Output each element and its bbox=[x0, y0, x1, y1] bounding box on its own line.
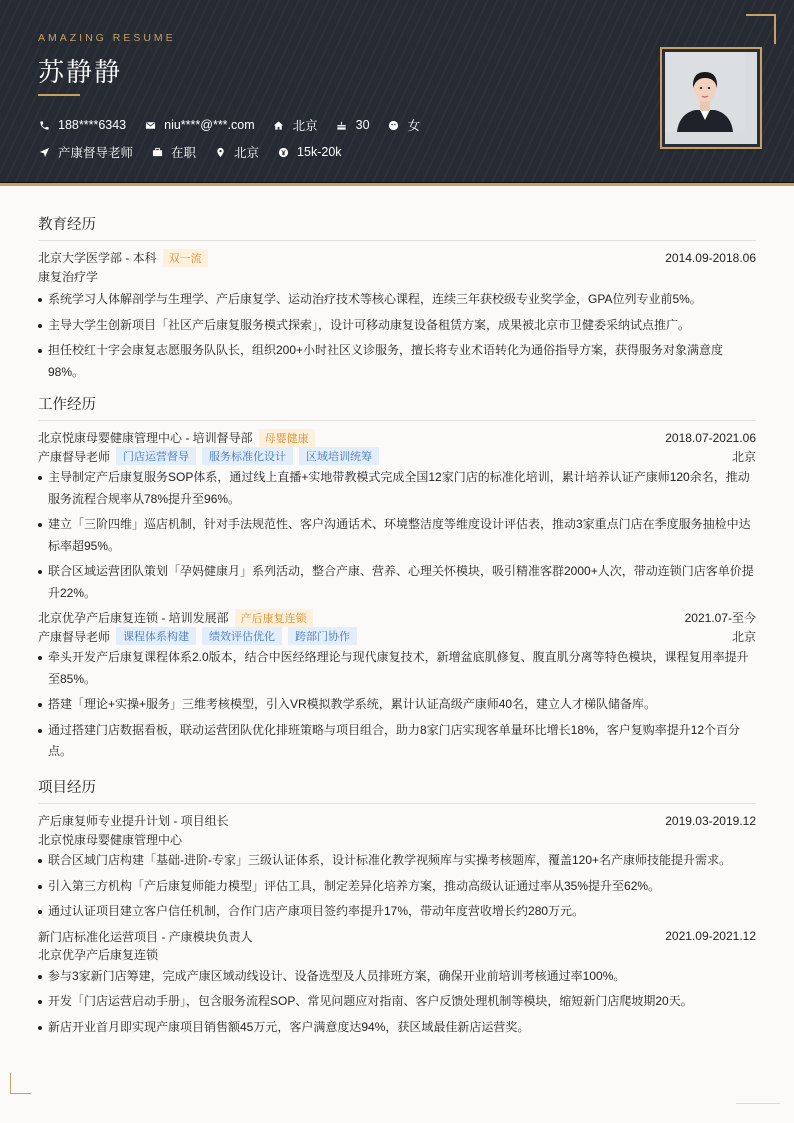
contact-row bbox=[38, 116, 438, 134]
project-name: 产后康复师专业提升计划 - 项目组长 bbox=[38, 814, 229, 828]
header-label: AMAZING RESUME bbox=[38, 32, 176, 44]
work-entry-header bbox=[38, 428, 756, 447]
work-date: 2018.07-2021.06 bbox=[665, 430, 756, 445]
list-item: 参与3家新门店筹建，完成产康区域动线设计、设备选型及人员排班方案，确保开业前培训考核通过率100%。 bbox=[38, 966, 756, 988]
role: 产康督导老师 bbox=[38, 449, 111, 464]
project-org: 北京优孕产后康复连锁 bbox=[38, 948, 159, 962]
list-item: 主导制定产后康复服务SOP体系，通过线上直播+实地带教模式完成全国12家门店的标准化培训，累计培养认证产康师120余名，推动服务流程合规率从78%提升至96%。 bbox=[38, 467, 756, 510]
company-name: 北京优孕产后康复连锁 - 培训发展部 bbox=[38, 611, 229, 625]
project-date: 2021.09-2021.12 bbox=[665, 929, 756, 943]
candidate-name: 苏静静 bbox=[38, 58, 123, 88]
phone-icon bbox=[38, 119, 50, 131]
corner-decoration bbox=[746, 14, 776, 44]
list-item: 联合区域运营团队策划「孕妈健康月」系列活动，整合产康、营养、心理关怀模块，吸引精准客群2000+人次，带动连锁门店客单价提升22%。 bbox=[38, 561, 756, 604]
project-org-row bbox=[38, 946, 756, 964]
work-title: 工作经历 bbox=[38, 393, 756, 421]
list-item: 联合区域门店构建「基础-进阶-专家」三级认证体系，设计标准化教学视频库与实操考核题库，覆盖120+名产康师技能提升需求。 bbox=[38, 850, 756, 872]
list-item: 开发「门店运营启动手册」，包含服务流程SOP、常见问题应对指南、客户反馈处理机制等模块，缩短新门店爬坡期20天。 bbox=[38, 991, 756, 1013]
work-section bbox=[38, 393, 756, 767]
corner-decoration bbox=[10, 1073, 31, 1094]
list-item: 通过搭建门店数据看板，联动运营团队优化排班策略与项目组合，助力8家门店实现客单量环比增长18%，客户复购率提升12个百分点。 bbox=[38, 720, 756, 763]
projects-title: 项目经历 bbox=[38, 776, 756, 804]
list-item: 牵头开发产后康复课程体系2.0版本，结合中医经络理论与现代康复技术，新增盆底肌修复、腹直肌分离等特色模块，课程复用率提升至85%。 bbox=[38, 647, 756, 690]
list-item: 系统学习人体解剖学与生理学、产后康复学、运动治疗技术等核心课程，连续三年获校级专业奖学金，GPA位列专业前5%。 bbox=[38, 289, 756, 311]
education-title: 教育经历 bbox=[38, 213, 756, 241]
school-tag: 双一流 bbox=[163, 249, 208, 267]
position-text: 产康督导老师 bbox=[58, 146, 134, 160]
home-item bbox=[273, 116, 318, 134]
salary-text: 15k-20k bbox=[297, 145, 342, 159]
avatar bbox=[665, 52, 757, 144]
home-text: 北京 bbox=[292, 119, 318, 133]
project-name: 新门店标准化运营项目 - 产康模块负责人 bbox=[38, 929, 253, 944]
email-item[interactable] bbox=[144, 118, 255, 132]
resume-header bbox=[0, 0, 794, 186]
skill-tag: 课程体系构建 bbox=[116, 627, 196, 645]
major: 康复治疗学 bbox=[38, 269, 99, 284]
phone-text: 188****6343 bbox=[58, 118, 127, 132]
status-item bbox=[151, 143, 196, 161]
work-city: 北京 bbox=[731, 629, 756, 644]
cake-icon bbox=[336, 119, 348, 131]
profile-photo bbox=[660, 47, 762, 149]
skill-tag: 服务标准化设计 bbox=[202, 447, 293, 465]
phone-item[interactable] bbox=[38, 118, 126, 132]
list-item: 建立「三阶四维」巡店机制，针对手法规范性、客户沟通话术、环境整洁度等维度设计评估表，推动3家重点门店在季度服务抽检中达标率超95%。 bbox=[38, 514, 756, 557]
list-item: 搭建「理论+实操+服务」三维考核模型，引入VR模拟教学系统，累计认证高级产康师40名，建立人才梯队储备库。 bbox=[38, 694, 756, 716]
project-entry-header bbox=[38, 927, 756, 946]
salary-icon bbox=[277, 146, 289, 158]
skill-tag: 绩效评估优化 bbox=[202, 627, 282, 645]
project-org-row bbox=[38, 830, 756, 848]
list-item: 主导大学生创新项目「社区产后康复服务模式探索」，设计可移动康复设备租赁方案，成果被北京市卫健委采纳试点推广。 bbox=[38, 315, 756, 337]
work-city: 北京 bbox=[731, 449, 756, 464]
company-tag: 产后康复连锁 bbox=[235, 609, 313, 627]
home-icon bbox=[273, 119, 285, 131]
project-entry-header bbox=[38, 811, 756, 830]
gender-text: 女 bbox=[407, 119, 421, 133]
list-item: 引入第三方机构「产后康复师能力模型」评估工具，制定差异化培养方案，推动高级认证通过率从35%提升至62%。 bbox=[38, 876, 756, 898]
project-date: 2019.03-2019.12 bbox=[665, 813, 756, 828]
position-item bbox=[38, 143, 133, 161]
company-tag: 母婴健康 bbox=[259, 429, 315, 447]
name-underline bbox=[38, 94, 80, 96]
status-text: 在职 bbox=[171, 146, 197, 160]
education-major-row bbox=[38, 267, 756, 285]
work-role-row bbox=[38, 627, 756, 645]
list-item: 新店开业首月即实现产康项目销售额45万元，客户满意度达94%，获区域最佳新店运营奖。 bbox=[38, 1017, 756, 1039]
list-item: 担任校红十字会康复志愿服务队队长，组织200+小时社区义诊服务，擅长将专业术语转化为通俗指导方案，获得服务对象满意度98%。 bbox=[38, 340, 756, 383]
work-role-row bbox=[38, 447, 756, 465]
list-item: 通过认证项目建立客户信任机制，合作门店产康项目签约率提升17%，带动年度营收增长约280万元。 bbox=[38, 901, 756, 923]
work-entry-header bbox=[38, 608, 756, 627]
age-text: 30 bbox=[355, 118, 370, 132]
project-org: 北京悦康母婴健康管理中心 bbox=[38, 832, 183, 847]
gender-icon bbox=[388, 119, 400, 131]
work-date: 2021.07-至今 bbox=[684, 611, 756, 625]
email-text: niu****@***.com bbox=[164, 118, 255, 132]
job-row bbox=[38, 143, 360, 161]
mail-icon bbox=[144, 119, 156, 131]
portrait-image bbox=[665, 52, 745, 132]
skill-tag: 门店运营督导 bbox=[116, 447, 196, 465]
school-name: 北京大学医学部 - 本科 bbox=[38, 251, 157, 265]
location-icon bbox=[214, 146, 226, 158]
briefcase-icon bbox=[151, 146, 163, 158]
salary-item bbox=[277, 145, 341, 159]
education-entry-header bbox=[38, 248, 756, 267]
role: 产康督导老师 bbox=[38, 629, 111, 644]
skill-tag: 区域培训统筹 bbox=[299, 447, 379, 465]
education-date: 2014.09-2018.06 bbox=[665, 250, 756, 265]
gender-item bbox=[388, 116, 421, 134]
city-item bbox=[214, 143, 259, 161]
projects-section bbox=[38, 776, 756, 1042]
company-name: 北京悦康母婴健康管理中心 - 培训督导部 bbox=[38, 431, 253, 445]
footer-divider bbox=[736, 1103, 780, 1104]
skill-tag: 跨部门协作 bbox=[288, 627, 357, 645]
age-item bbox=[336, 118, 370, 132]
city-text: 北京 bbox=[234, 146, 260, 160]
send-icon bbox=[38, 146, 50, 158]
education-section bbox=[38, 213, 756, 387]
